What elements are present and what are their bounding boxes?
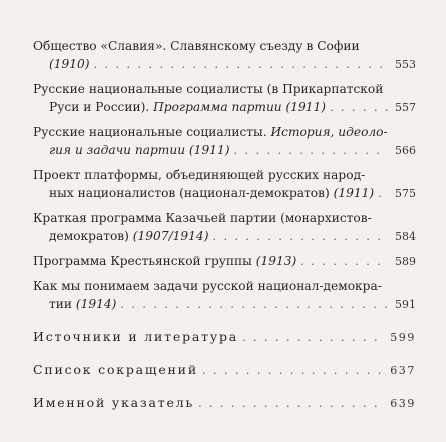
page-number: 589 [395,255,416,268]
dot-leader [300,253,388,271]
toc-entry-title: Программа Крестьянской группы (1913) [33,254,297,268]
dot-leader [94,56,388,74]
dot-leader [120,296,388,314]
toc-entry-title: Краткая программа Казачьей партии (монархистов- [33,211,372,225]
toc-entry [33,209,416,246]
toc-section [33,328,416,347]
toc-entry-date: (1914) [75,297,117,311]
dot-leader [212,228,388,246]
toc-entry-subtitle: Программа партии (1911) [153,100,327,114]
dot-leader [242,329,386,347]
toc-entry-title-cont: ных националистов (национал-демократов) (1911) [49,186,375,200]
toc-entry-date: (1907/1914) [132,229,209,243]
page-number: 591 [395,298,416,311]
toc-entry [33,252,416,271]
toc-entry-title-cont: тии (1914) [49,297,117,311]
page-number: 639 [390,397,416,410]
toc-entry-title: Как мы понимаем задачи русской национал-демокра- [33,279,382,293]
page-number: 566 [395,144,416,157]
toc-entry [33,37,416,74]
toc-entry [33,123,416,160]
toc-entry-subtitle: История, идеоло- [270,125,388,139]
page-number: 557 [395,101,416,114]
toc-entry-title-cont: демократов) (1907/1914) [49,229,209,243]
page-number: 584 [395,230,416,243]
toc-entry-subtitle-cont: гия и задачи партии (1911) [49,143,230,157]
toc-section [33,394,416,413]
toc-entry [33,166,416,203]
toc-entry [33,277,416,314]
toc-entry-date: (1913) [255,254,297,268]
toc-section-title: Список сокращений [33,362,198,377]
page-number: 599 [390,331,416,344]
dot-leader [233,142,388,160]
toc-entry-date: (1910) [49,57,90,71]
dot-leader [330,99,388,117]
toc-entry-title: Русские национальные социалисты (в Прикарпатской [33,82,384,96]
toc-entry-title-cont: Руси и России). Программа партии (1911) [49,100,327,114]
toc-section-title: Именной указатель [33,395,195,410]
dot-leader [198,395,386,413]
page-number: 637 [390,364,416,377]
toc-entry-date: (1911) [333,186,375,200]
toc-section [33,361,416,380]
toc-entry-title: Общество «Славия». Славянскому съезду в Софии [33,39,360,53]
page-number: 553 [395,58,416,71]
toc-section-title: Источники и литература [33,329,239,344]
toc-entry-title: Проект платформы, объединяющей русских народ- [33,168,366,182]
dot-leader [378,185,388,203]
dot-leader [202,362,386,380]
toc-entry [33,80,416,117]
toc-entry-title: Русские национальные социалисты. История, идеоло- [33,125,388,139]
page-number: 575 [395,187,416,200]
